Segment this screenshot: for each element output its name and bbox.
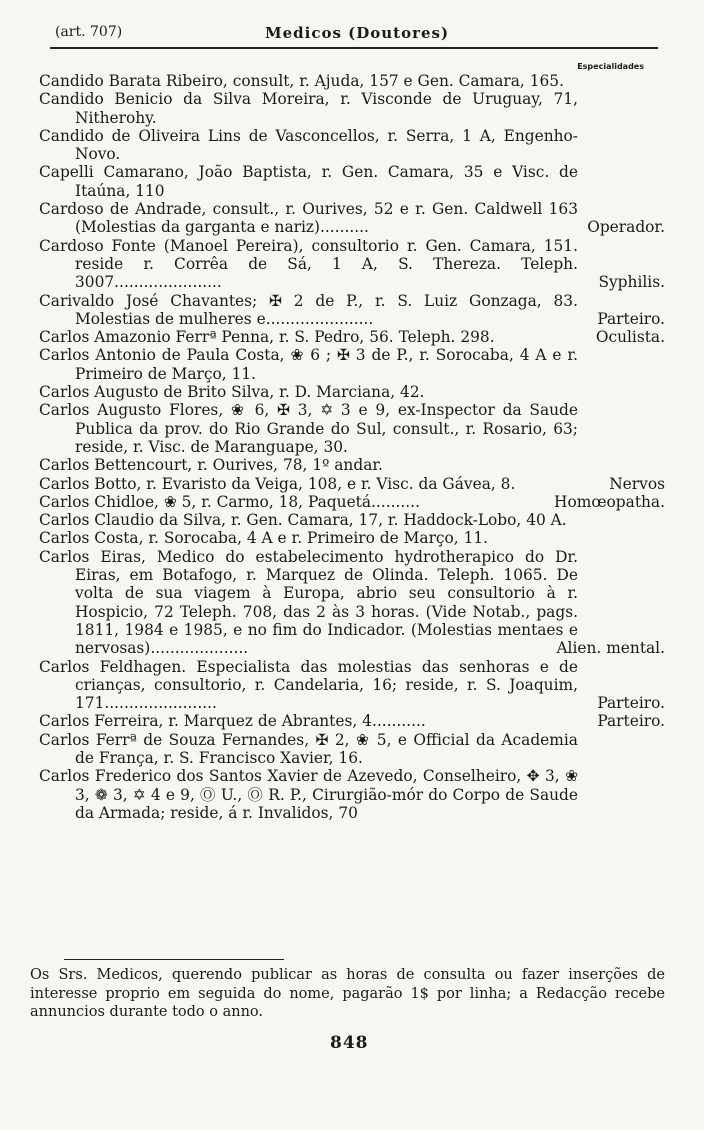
entry-specialty: Parteiro. bbox=[597, 694, 665, 713]
entry-text: Carlos Claudio da Silva, r. Gen. Camara, 17, r. Haddock-Lobo, 40 A. bbox=[39, 511, 567, 530]
header-rule bbox=[50, 47, 658, 49]
footnote: Os Srs. Medicos, querendo publicar as horas de consulta ou fazer inserções de interesse proprio em seguida do nome, pagarão 1$ por linha; a Redacção recebe annuncios durante todo o anno. bbox=[30, 967, 665, 1020]
directory-entry bbox=[35, 383, 675, 401]
entry-text: Carlos Ferrª de Souza Fernandes, ✠ 2, ❀ 5, e Official da Academia de França, r. S. Francisco Xavier, 16. bbox=[39, 730, 578, 767]
directory-entry bbox=[35, 493, 675, 511]
entry-text: Candido de Oliveira Lins de Vasconcellos, r. Serra, 1 A, Engenho-Novo. bbox=[39, 126, 578, 164]
entry-text: Cardoso Fonte (Manoel Pereira), consultorio r. Gen. Camara, 151. reside r. Corrêa de Sá, 1 A, S. Thereza. Teleph. 3007...................... bbox=[39, 236, 578, 292]
directory-entry bbox=[35, 200, 675, 237]
directory-entry bbox=[35, 72, 675, 90]
directory-entry bbox=[35, 658, 675, 713]
entry-specialty: Operador. bbox=[587, 218, 665, 237]
entry-text: Carlos Botto, r. Evaristo da Veiga, 108, e r. Visc. da Gávea, 8. bbox=[39, 474, 516, 493]
entry-text: Carlos Costa, r. Sorocaba, 4 A e r. Primeiro de Março, 11. bbox=[39, 529, 489, 548]
page-number: 848 bbox=[330, 1033, 369, 1053]
footnote-rule bbox=[64, 959, 284, 960]
directory-entry bbox=[35, 475, 675, 493]
entry-text: Carlos Augusto Flores, ❀ 6, ✠ 3, ✡ 3 e 9, ex-Inspector da Saude Publica da prov. do Rio Grande do Sul, consult., r. Rosario, 63; reside, r. Visc. de Maranguape, 30. bbox=[39, 401, 578, 456]
entry-text: Capelli Camarano, João Baptista, r. Gen. Camara, 35 e Visc. de Itaúna, 110 bbox=[39, 163, 578, 200]
directory-entry bbox=[35, 163, 675, 200]
entry-specialty: Oculista. bbox=[595, 328, 665, 347]
entry-text: Carlos Ferreira, r. Marquez de Abrantes, 4........... bbox=[39, 712, 426, 731]
entry-specialty: Parteiro. bbox=[597, 309, 665, 328]
directory-entry bbox=[35, 767, 675, 822]
entry-text: Carlos Amazonio Ferrª Penna, r. S. Pedro, 56. Teleph. 298. bbox=[39, 328, 495, 347]
page-title-text: Medicos (Doutores) bbox=[265, 24, 450, 42]
entry-list bbox=[35, 72, 675, 822]
directory-entry bbox=[35, 237, 675, 292]
entry-specialty: Homœopatha. bbox=[554, 492, 665, 511]
entry-text: Carlos Antonio de Paula Costa, ❀ 6 ; ✠ 3 de P., r. Sorocaba, 4 A e r. Primeiro de Março, 11. bbox=[39, 346, 578, 383]
entry-text: Carlos Eiras, Medico do estabelecimento hydrotherapico do Dr. Eiras, em Botafogo, r. Marquez de Olinda. Teleph. 1065. De volta de sua viagem à Europa, abrio seu consultorio à r. Hospicio, 72 Teleph. 708, das 2 às 3 horas. (Vide Notab., pags. 1811, 1984 e 1985, e no fim do Indicador. (Molestias mentaes e nervosas).................... bbox=[39, 547, 578, 658]
entry-text: Carlos Bettencourt, r. Ourives, 78, 1º andar. bbox=[39, 456, 383, 475]
entry-specialty: Parteiro. bbox=[597, 712, 665, 731]
directory-entry bbox=[35, 346, 675, 383]
page-header bbox=[0, 18, 704, 42]
entry-specialty: Nervos bbox=[609, 474, 665, 493]
entry-text: Carlos Augusto de Brito Silva, r. D. Marciana, 42. bbox=[39, 383, 425, 402]
entry-text: Carlos Chidloe, ❀ 5, r. Carmo, 18, Paquetá.......... bbox=[39, 492, 420, 511]
directory-entry bbox=[35, 328, 675, 346]
entry-specialty: Alien. mental. bbox=[556, 639, 665, 658]
directory-entry bbox=[35, 401, 675, 456]
entry-text: Carlos Feldhagen. Especialista das molestias das senhoras e de crianças, consultorio, r. Candelaria, 16; reside, r. S. Joaquim, 171....................... bbox=[39, 657, 578, 713]
entry-text: Candido Barata Ribeiro, consult, r. Ajuda, 157 e Gen. Camara, 165. bbox=[39, 72, 564, 90]
directory-entry bbox=[35, 90, 675, 127]
specialty-column-heading: Especialidades bbox=[577, 62, 644, 71]
directory-entry bbox=[35, 731, 675, 768]
page-title bbox=[265, 24, 449, 42]
entry-text: Candido Benicio da Silva Moreira, r. Visconde de Uruguay, 71, Nitherohy. bbox=[39, 90, 578, 127]
entry-text: Carivaldo José Chavantes; ✠ 2 de P., r. S. Luiz Gonzaga, 83. Molestias de mulheres e...................... bbox=[39, 291, 578, 328]
entry-specialty: Syphilis. bbox=[598, 273, 665, 292]
article-ref: (art. 707) bbox=[55, 24, 123, 40]
directory-entry bbox=[35, 529, 675, 547]
directory-entry bbox=[35, 712, 675, 730]
directory-entry bbox=[35, 456, 675, 474]
directory-entry bbox=[35, 548, 675, 658]
directory-entry bbox=[35, 511, 675, 529]
directory-entry bbox=[35, 292, 675, 329]
entry-text: Carlos Frederico dos Santos Xavier de Azevedo, Conselheiro, ✥ 3, ❀ 3, ❁ 3, ✡ 4 e 9, Ⓞ U., Ⓞ R. P., Cirurgião-mór do Corpo de Saude da Armada; reside, á r. Invalidos, 70 bbox=[39, 767, 578, 822]
entry-text: Cardoso de Andrade, consult., r. Ourives, 52 e r. Gen. Caldwell 163 (Molestias da garganta e nariz).......... bbox=[39, 200, 578, 237]
directory-entry bbox=[35, 127, 675, 164]
